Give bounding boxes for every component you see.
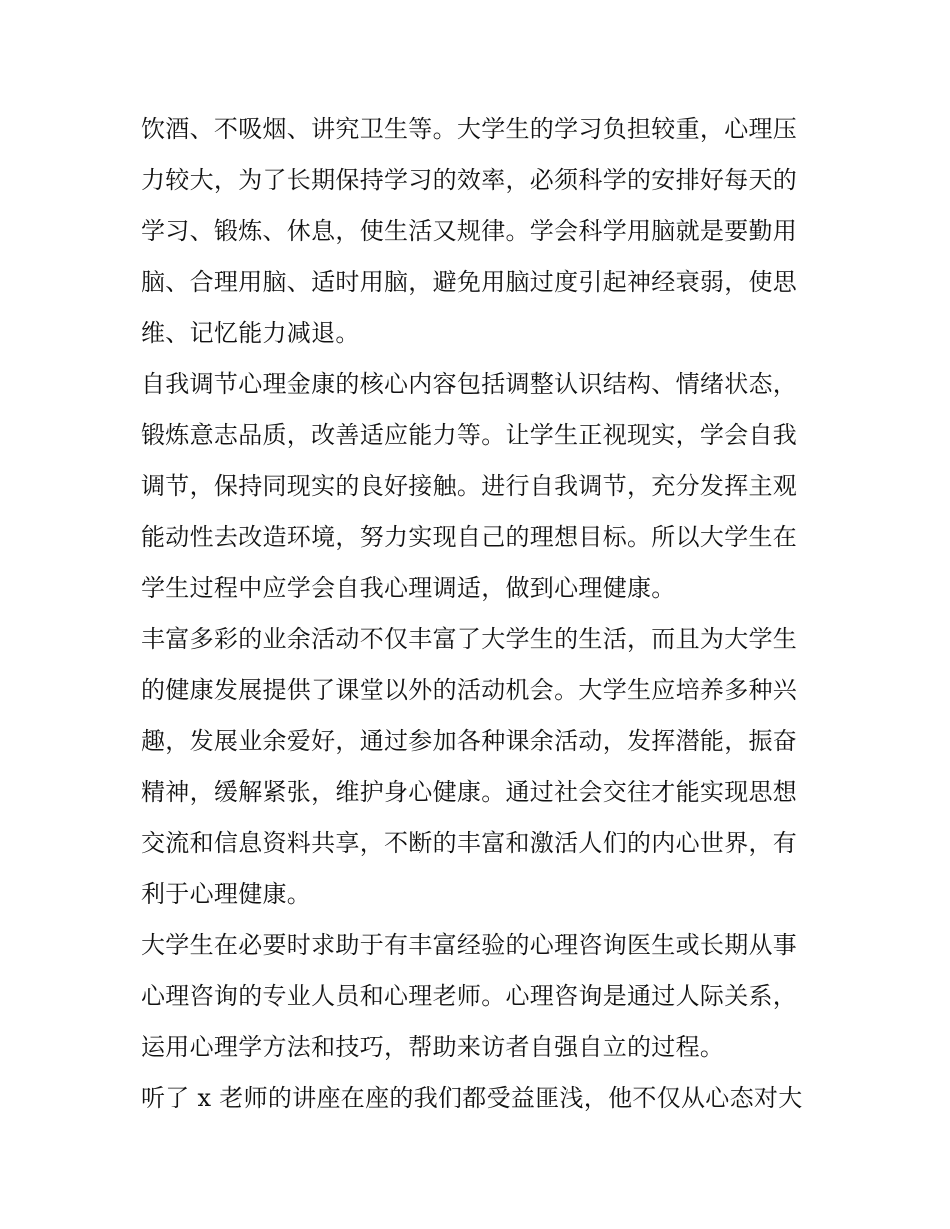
text-line: 学习、锻炼、休息，使生活又规律。学会科学用脑就是要勤用: [141, 217, 798, 245]
text-line: 趣，发展业余爱好，通过参加各种课余活动，发挥潜能，振奋: [141, 727, 798, 755]
text-line: 维、记忆能力减退。: [141, 319, 360, 347]
text-line: 力较大，为了长期保持学习的效率，必须科学的安排好每天的: [141, 166, 798, 194]
text-line: 学生过程中应学会自我心理调适，做到心理健康。: [141, 574, 676, 602]
text-line: 饮酒、不吸烟、讲究卫生等。大学生的学习负担较重，心理压: [141, 115, 798, 143]
paragraph-extracurricular: [141, 614, 813, 920]
text-line: 大学生在必要时求助于有丰富经验的心理咨询医生或长期从事: [141, 931, 798, 959]
text-line: 听了 x 老师的讲座在座的我们都受益匪浅，他不仅从心态对大: [141, 1084, 803, 1112]
document-body: [141, 104, 813, 1124]
text-line: 交流和信息资料共享，不断的丰富和激活人们的内心世界，有: [141, 829, 798, 857]
text-line: 能动性去改造环境，努力实现自己的理想目标。所以大学生在: [141, 523, 798, 551]
paragraph-study-habits: [141, 104, 813, 359]
paragraph-counseling: [141, 920, 813, 1073]
text-line: 心理咨询的专业人员和心理老师。心理咨询是通过人际关系，: [141, 982, 798, 1010]
text-line: 自我调节心理金康的核心内容包括调整认识结构、情绪状态，: [141, 370, 798, 398]
text-line: 利于心理健康。: [141, 880, 312, 908]
text-line: 丰富多彩的业余活动不仅丰富了大学生的生活，而且为大学生: [141, 625, 798, 653]
text-line: 精神，缓解紧张，维护身心健康。通过社会交往才能实现思想: [141, 778, 798, 806]
text-line: 的健康发展提供了课堂以外的活动机会。大学生应培养多种兴: [141, 676, 798, 704]
paragraph-self-regulation: [141, 359, 813, 614]
text-line: 锻炼意志品质，改善适应能力等。让学生正视现实，学会自我: [141, 421, 798, 449]
text-line: 运用心理学方法和技巧，帮助来访者自强自立的过程。: [141, 1033, 725, 1061]
text-line: 脑、合理用脑、适时用脑，避免用脑过度引起神经衰弱，使思: [141, 268, 798, 296]
text-line: 调节，保持同现实的良好接触。进行自我调节，充分发挥主观: [141, 472, 798, 500]
paragraph-lecture: [141, 1073, 813, 1124]
